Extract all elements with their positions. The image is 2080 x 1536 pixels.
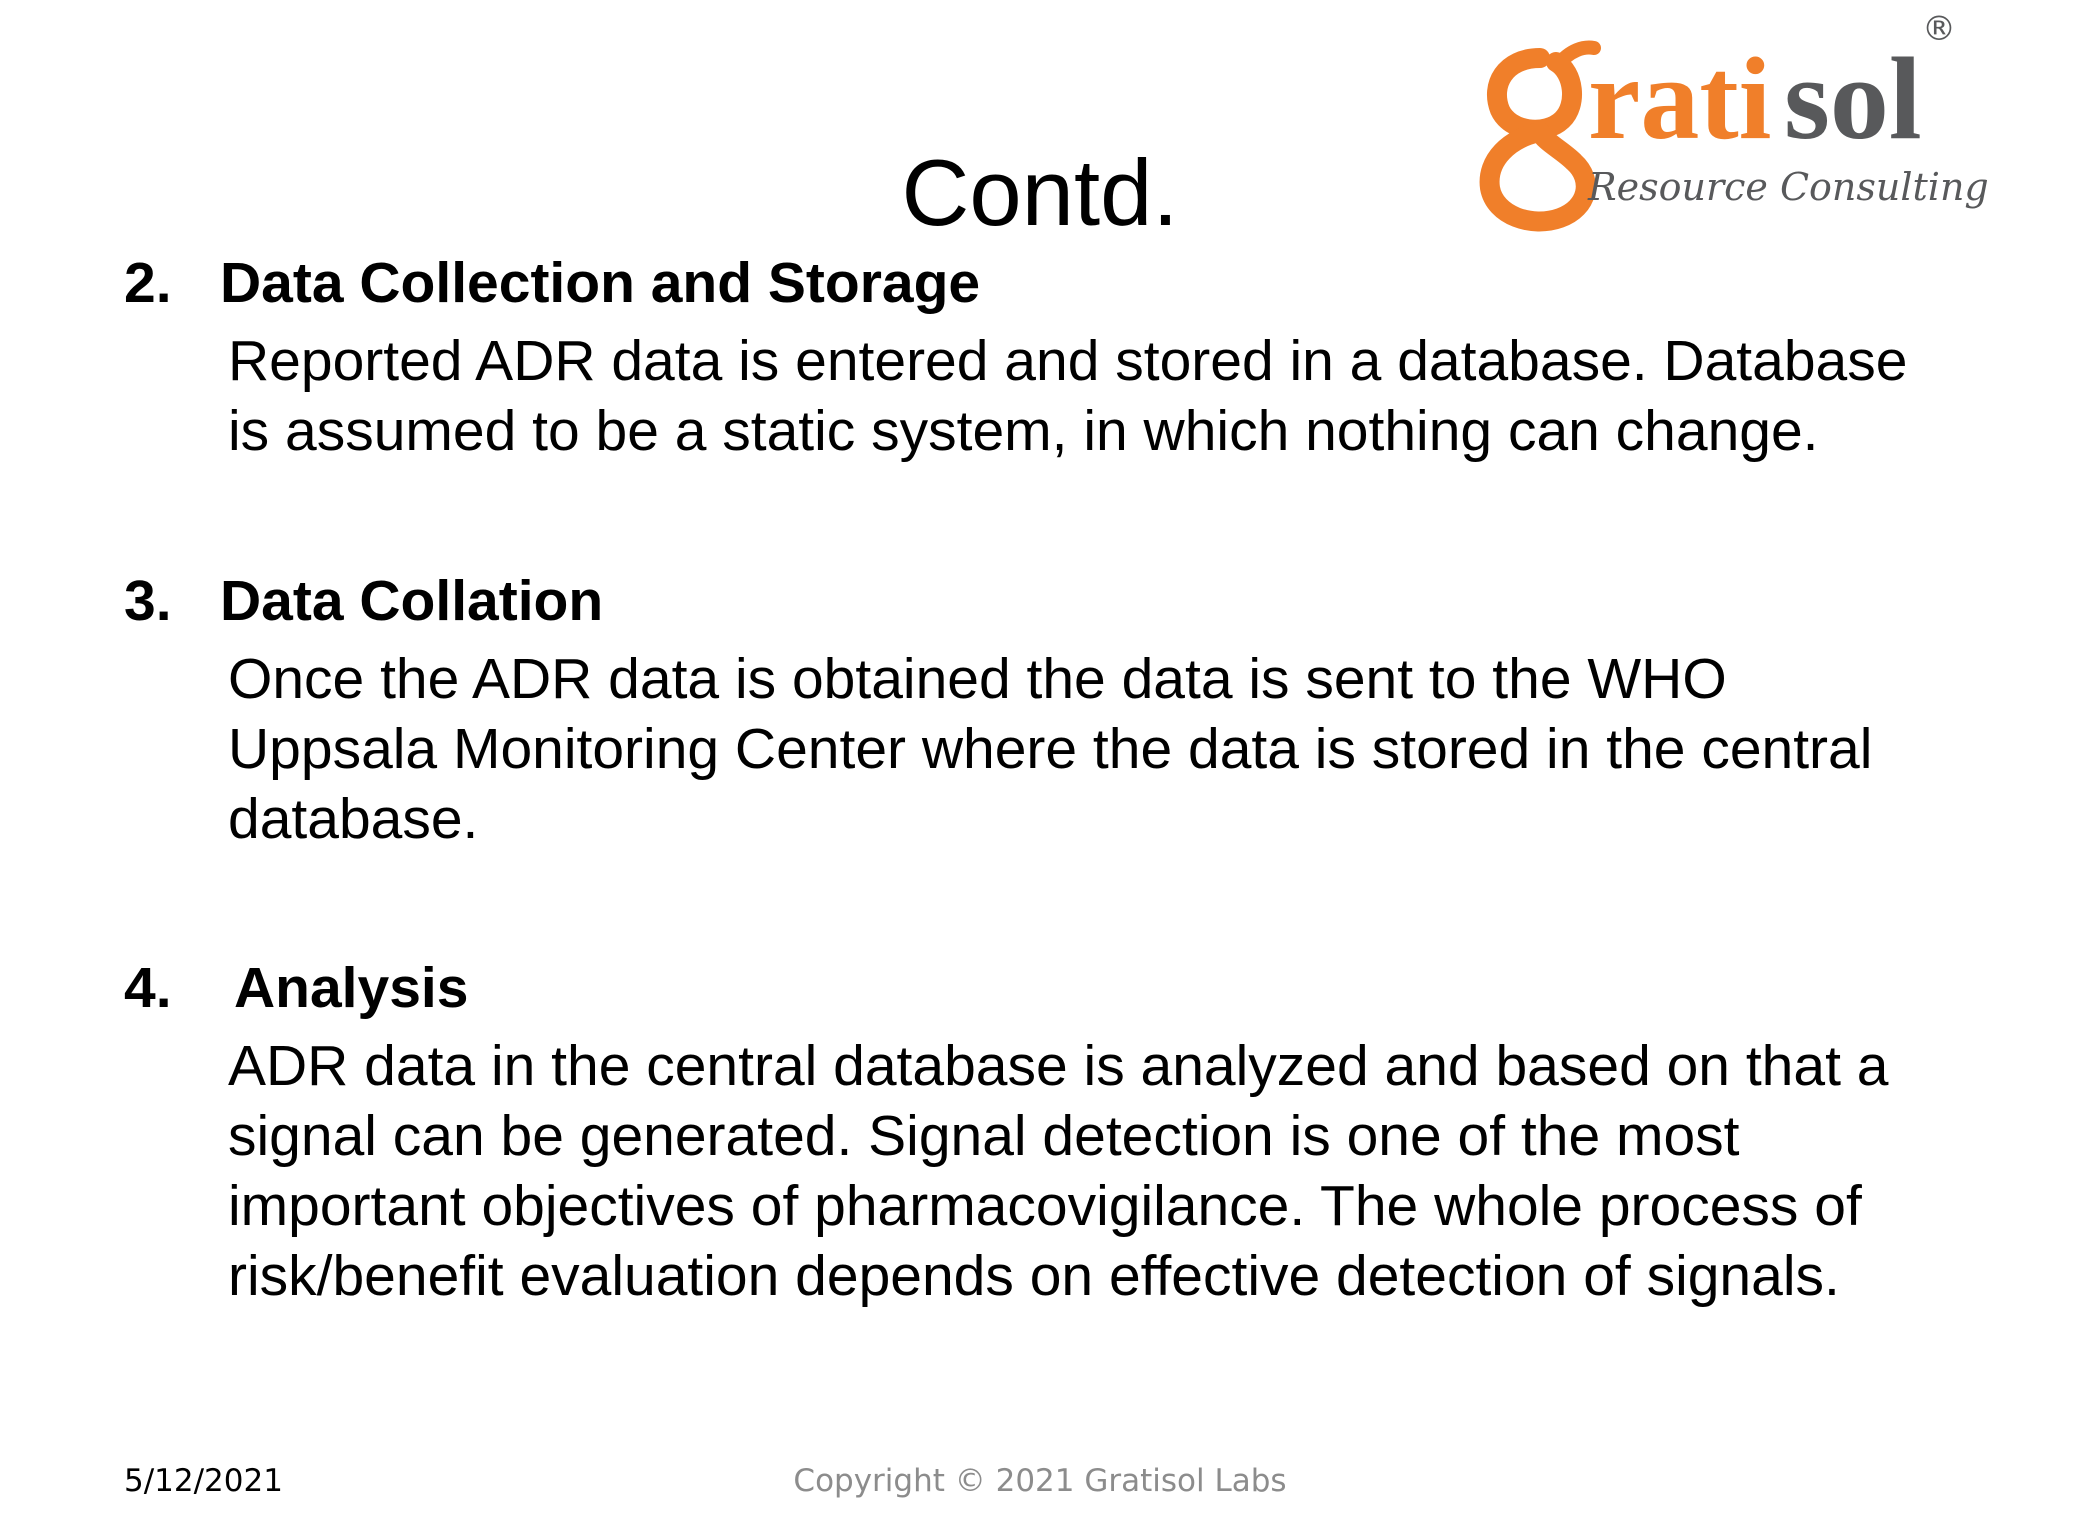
section-analysis (124, 955, 1974, 1311)
body-line: Uppsala Monitoring Center where the data is stored in the central (228, 717, 1873, 781)
section-data-collection (124, 250, 1974, 466)
body-line: is assumed to be a static system, in which nothing can change. (228, 399, 1819, 463)
section-heading (124, 250, 1974, 316)
footer-date: 5/12/2021 (124, 1463, 283, 1499)
section-title: Analysis (234, 956, 469, 1020)
section-body (228, 1031, 1978, 1311)
logo-wordmark-sol: sol (1784, 33, 1922, 164)
body-line: ADR data in the central database is analyzed and based on that a (228, 1034, 1889, 1098)
body-line: important objectives of pharmacovigilance. The whole process of (228, 1174, 1862, 1238)
section-body (228, 644, 1978, 854)
footer-copyright: Copyright © 2021 Gratisol Labs (793, 1463, 1287, 1499)
logo-wordmark-rati: rati (1588, 33, 1772, 164)
section-heading (124, 568, 1974, 634)
section-number: 4. (124, 956, 172, 1020)
body-line: database. (228, 787, 479, 851)
body-line: Once the ADR data is obtained the data is sent to the WHO (228, 647, 1727, 711)
section-data-collation (124, 568, 1974, 854)
logo-tagline: Resource Consulting (1588, 165, 1989, 209)
registered-mark-icon: ® (1922, 9, 1956, 49)
section-number: 2. (124, 251, 172, 315)
section-heading (124, 955, 1974, 1021)
body-line: signal can be generated. Signal detection is one of the most (228, 1104, 1740, 1168)
slide-title: Contd. (901, 140, 1179, 245)
section-title: Data Collection and Storage (220, 251, 981, 315)
section-body (228, 326, 1978, 466)
body-line: Reported ADR data is entered and stored in a database. Database (228, 329, 1908, 393)
body-line: risk/benefit evaluation depends on effective detection of signals. (228, 1244, 1840, 1308)
section-number: 3. (124, 569, 172, 633)
section-title: Data Collation (220, 569, 604, 633)
